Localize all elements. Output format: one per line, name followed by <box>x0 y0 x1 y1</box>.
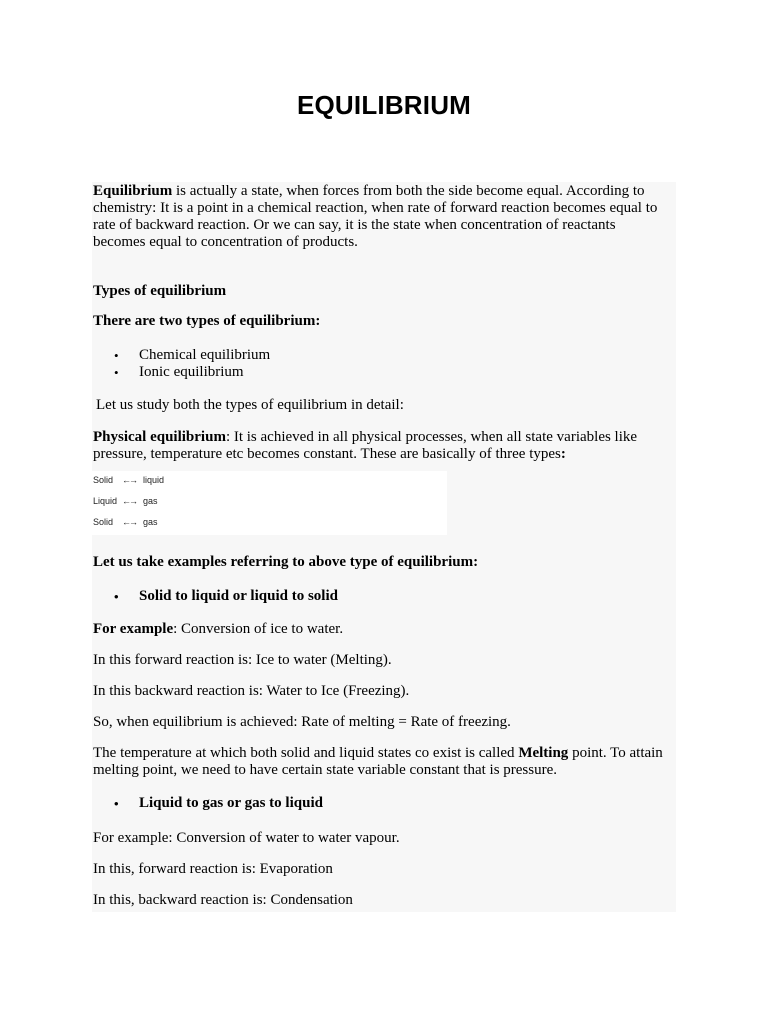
physical-text: : It is achieved in all physical processes, when all state variables like pressure, temperature etc becomes constant. These are basically of three types <box>93 429 638 462</box>
types-heading: Types of equilibrium <box>93 283 227 299</box>
intro-term: Equilibrium <box>93 183 173 199</box>
page-title: EQUILIBRIUM <box>296 90 472 120</box>
example-paragraph-2: For example: Conversion of water to water vapour. <box>93 830 400 846</box>
melting-term: Melting <box>518 745 569 761</box>
list-item: • Liquid to gas or gas to liquid <box>93 795 669 812</box>
example-paragraph: For example: Conversion of ice to water. <box>93 621 344 637</box>
double-arrow-icon: ←→ <box>122 496 136 506</box>
section2-list <box>93 795 669 812</box>
study-line: Let us study both the types of equilibrium in detail: <box>96 397 404 413</box>
types-list <box>93 347 669 381</box>
section1-list <box>93 588 669 605</box>
list-item: • Chemical equilibrium <box>93 347 669 364</box>
backward-reaction-line-2: In this, backward reaction is: Condensation <box>93 892 353 908</box>
forward-reaction-line-2: In this, forward reaction is: Evaporation <box>93 861 333 877</box>
intro-text: is actually a state, when forces from both the side become equal. According to chemistry: It is a point in a chemical reaction, when rate of forward reaction becomes equal to rate of backward reaction. Or we can say, it is the state when concentration of reactants becomes equal to concentration of products. <box>93 183 658 250</box>
double-arrow-icon: ←→ <box>122 475 136 485</box>
double-arrow-icon: ←→ <box>122 517 136 527</box>
phase-transitions-figure: Solid ←→ liquid Liquid ←→ gas Solid ←→ gas <box>92 471 447 535</box>
document-body <box>93 183 669 909</box>
forward-reaction-line: In this forward reaction is: Ice to water (Melting). <box>93 652 392 668</box>
equilibrium-line: So, when equilibrium is achieved: Rate of melting = Rate of freezing. <box>93 714 511 730</box>
physical-term: Physical equilibrium <box>93 429 226 445</box>
backward-reaction-line: In this backward reaction is: Water to Ice (Freezing). <box>93 683 410 699</box>
examples-heading: Let us take examples referring to above type of equilibrium: <box>93 554 479 570</box>
example-label: For example <box>93 621 174 637</box>
intro-paragraph <box>93 183 669 251</box>
list-item: • Solid to liquid or liquid to solid <box>93 588 669 605</box>
two-types-heading: There are two types of equilibrium: <box>93 313 321 329</box>
list-item: • Ionic equilibrium <box>93 364 669 381</box>
physical-paragraph: Physical equilibrium: It is achieved in all physical processes, when all state variables like pressure, temperature etc becomes constant. These are basically of three types: <box>93 429 638 462</box>
melting-point-paragraph: The temperature at which both solid and liquid states co exist is called Melting point. To attain melting point, we need to have certain state variable constant that is pressure. <box>93 745 663 778</box>
